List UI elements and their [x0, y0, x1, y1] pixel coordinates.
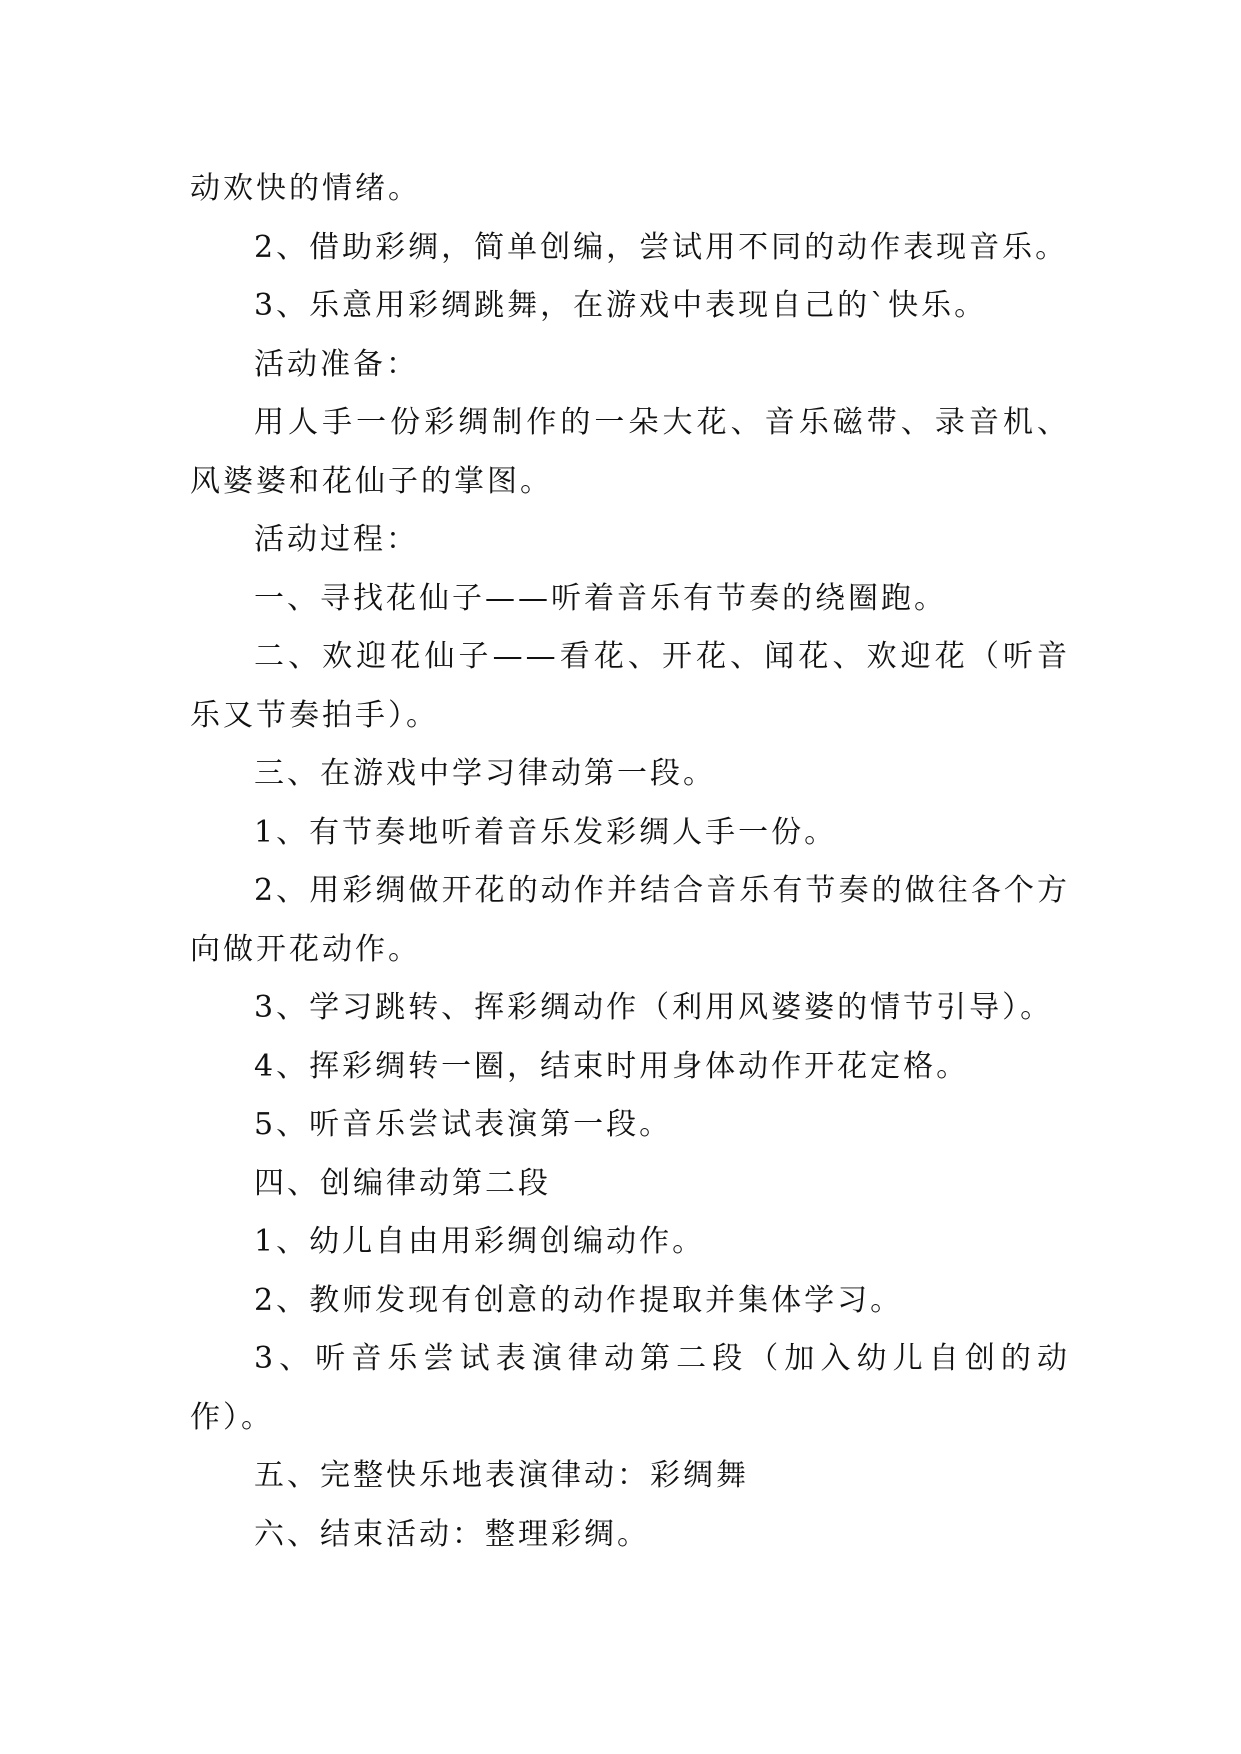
- paragraph: 3、乐意用彩绸跳舞，在游戏中表现自己的`快乐。: [254, 288, 988, 323]
- paragraph: 二、欢迎花仙子——看花、开花、闻花、欢迎花（听音乐又节奏拍手）。: [190, 639, 1070, 733]
- paragraph: 四、创编律动第二段: [254, 1165, 551, 1201]
- paragraph: 2、教师发现有创意的动作提取并集体学习。: [254, 1282, 904, 1318]
- paragraph: 3、学习跳转、挥彩绸动作（利用风婆婆的情节引导）。: [254, 990, 1054, 1025]
- paragraph: 2、借助彩绸，简单创编，尝试用不同的动作表现音乐。: [254, 229, 1069, 265]
- paragraph: 用人手一份彩绸制作的一朵大花、音乐磁带、录音机、风婆婆和花仙子的掌图。: [190, 405, 1070, 499]
- paragraph: 3、听音乐尝试表演律动第二段（加入幼儿自创的动作）。: [190, 1341, 1070, 1435]
- paragraph: 动欢快的情绪。: [190, 171, 421, 206]
- paragraph: 2、用彩绸做开花的动作并结合音乐有节奏的做往各个方向做开花动作。: [190, 873, 1070, 967]
- document-body: [190, 160, 1070, 1564]
- paragraph: 4、挥彩绸转一圈，结束时用身体动作开花定格。: [254, 1048, 970, 1084]
- paragraph: 5、听音乐尝试表演第一段。: [254, 1107, 673, 1142]
- paragraph: 六、结束活动：整理彩绸。: [254, 1516, 650, 1552]
- paragraph: 一、寻找花仙子——听着音乐有节奏的绕圈跑。: [254, 580, 947, 616]
- paragraph: 五、完整快乐地表演律动：彩绸舞: [254, 1458, 749, 1493]
- paragraph: 1、有节奏地听着音乐发彩绸人手一份。: [254, 814, 838, 850]
- section-heading: 活动准备：: [254, 346, 419, 382]
- paragraph: 三、在游戏中学习律动第一段。: [254, 756, 716, 791]
- section-heading: 活动过程：: [254, 522, 419, 557]
- paragraph: 1、幼儿自由用彩绸创编动作。: [254, 1224, 706, 1259]
